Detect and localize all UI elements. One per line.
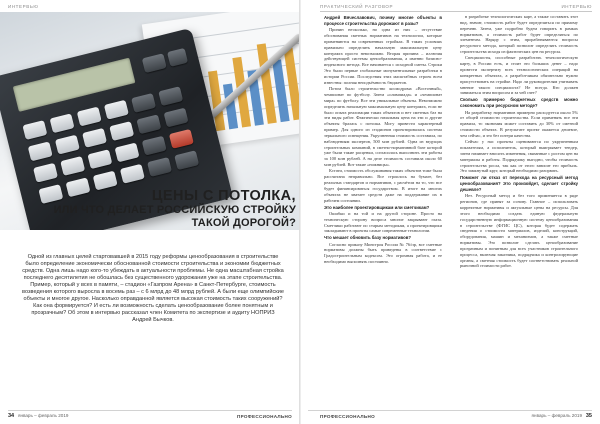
interview-question: Андрей Вячеславович, почему многие объекты в процессе строительства дорожают в разы? — [324, 15, 442, 26]
footer-rule-left — [8, 410, 292, 411]
body-paragraph: На разработку нормативов примерно расходуется около 5% от общей стоимости строительства. Если применять все эти правила, то экономия может составить до 30% от сметной стоимости объекта. В результате проект окажется дешевле, чем сейчас, и это без потери качества. — [460, 109, 578, 138]
body-paragraph: в разработке технологических карт, а также составить этот вид, значит, стоимость работ будет определяться по прямому перечню. Затем, уже подробно будем говорить в рамках нормативов, а стоимость работ будет определяться по элементам. Наряду с этим, прорабатываются вопросы ресурсного метода, который позволит определять стоимость строительства исходя из фактических цен на ресурсы. — [460, 14, 578, 55]
body-paragraph: Причин несколько, но одна из них – отсутствие обоснования сметных нормативов на технологии, которые применяются на современных стройках. В таких условиях правильно определить начальную максимальную цену контракта просто невозможно. Вторая причина – иллюзия действующей системы ценообразования, а именно базисно-индексного метода. Все начинается с исходной сметы. Строки Это были первые глобальные монументальные разработки в истории России. Последствия этих масштабных строек всем известны: полная неподъёмность бюджетов. — [324, 27, 442, 85]
page-number-right: 35 — [585, 413, 592, 419]
footer-right — [532, 413, 592, 419]
headline-line-3: ТАКОЙ ДОРОГОЙ? — [191, 217, 296, 229]
interview-question: Это наиболее проектировщикам или сметчикам? — [324, 204, 430, 210]
running-head-left: ИНТЕРВЬЮ — [8, 4, 39, 9]
headline-line-1: ЦЕНЫ С ПОТОЛКА, — [151, 188, 296, 204]
right-page — [300, 0, 600, 424]
interview-question: Что мешает обновить базу нормативов? — [324, 235, 412, 241]
body-paragraph: Согласно приказу Минстроя России № 76/пр, все сметные нормативы должны быть приведены в соответствие с Градостроительным кодексом. Это огромная работа, и ее необходимо выполнять постоянно. — [324, 241, 442, 265]
page-number-left: 34 — [8, 413, 15, 419]
top-rule-right — [320, 11, 592, 12]
body-paragraph: Потом было строительство космодрома «Восточный», чемпионат по футболу. Затем «олимпиада» и «чемпионат мира» по футболу. Все эти уникальные объекты. Невозможно определить начальную максимальную цену контракта, если не было опыта реализации таких объектов и нет сметных баз на эти виды работ. Фактически начальная цена на эти и другие объекты бралась с потолка. Могу привести характерный пример. Для одного из стадионов проектировалась система зеркального освещения. Укрупненная стоимость составила, по наблюдениям экспертов, 500 млн рублей. Одна из ведущих строительных компаний, в сметно-нормативной базе которой уже были такие расценки, согласилась выполнить эти работы за 100 млн рублей. А на деле стоимость составила около 60 млн рублей. Вот такие «ножницы». — [324, 86, 442, 168]
magazine-name-left: ПРОФЕССИОНАЛЬНО — [237, 414, 292, 419]
article-headline — [0, 188, 296, 230]
issue-left: январь – февраль 2019 — [17, 413, 69, 418]
article-column-middle — [324, 14, 442, 406]
body-paragraph: Специалисты, способные разработать технологическую карту, в России есть, и стоит это больших денег – надо провести экспертизу всех технологических операций на конкретных объектах, а разработчикам обязательно нужно присутствовать на стройке. Надо ли руководителям учитывать мнение такого специалиста? Не всегда. Кто должен заниматься этим вопросом и за чей счет? — [460, 55, 578, 96]
issue-right: январь – февраль 2019 — [531, 413, 583, 418]
running-head-right-left: ПРАКТИЧЕСКИЙ РАЗГОВОР — [320, 4, 394, 9]
footer-left-mag — [237, 414, 292, 419]
article-column-right — [460, 14, 578, 406]
body-paragraph: Ошибки и на той и на другой стороне. Просто на техническую сторону вопроса многие закрывают глаза. Сметчики работают по старым методикам, а проектировщики закладывают в проекты самые современные технологии. — [324, 210, 442, 234]
body-paragraph: Кстати, стоимость обслуживания таких объектов тоже была рассчитана неправильно. Все строилось на бумаге, без реальных стандартов и нормативов, с расчётом на то, что все будет финансироваться государством. В итоге на многих объектах не хватает средств даже на поддержание их в рабочем состоянии. — [324, 168, 442, 203]
magazine-name-right: ПРОФЕССИОНАЛЬНО — [320, 414, 375, 419]
headline-line-2: ИЛИ ЧТО ДЕЛАЕТ РОССИЙСКУЮ СТРОЙКУ — [53, 204, 296, 216]
body-paragraph: Нет. Ресурсный метод и без того применяется в ряде регионов, где принят за основу. Главное – использовать корректные нормативы и актуальные цены на ресурсы. Для этого необходимо создать единую федеральную государственную информационную систему ценообразования в строительстве (ФГИС ЦС), которая будет содержать сведения о стоимости материалов, изделий, конструкций, оборудования, машин и механизмов, а также сметные нормативы. Это позволит сделать ценообразование прозрачным и понятным для всех участников строительного процесса, включая заказчика, подрядчика и контролирующие органы, а сметная стоимость будет соответствовать реальной рыночной стоимости работ. — [460, 193, 578, 269]
interview-question: Сколько примерно бюджетных средств можно сэкономить при ресурсном методе? — [460, 97, 578, 109]
footer-rule-right — [308, 410, 592, 411]
body-paragraph: Сейчас у нас проекты оцениваются по укрупненным показателям, а исполнитель, который выигрывает тендер, затем начинает вносить изменения, связанные с ростом цен на материалы и работы. Подрядчику выгодно, чтобы стоимость строительства росла, так как от этого зависит его прибыль. Это замкнутый круг, который необходимо разорвать. — [460, 139, 578, 174]
footer-right-mag — [320, 414, 375, 419]
interview-question: Поможет ли отказ от перехода на ресурсный метод ценообразования? Это произойдет, сделает стройку дешевле? — [460, 175, 578, 192]
running-head-right: ИНТЕРВЬЮ — [561, 4, 592, 9]
article-lead: Одной из главных целей стартовавшей в 2015 году реформы ценообразования в строительстве было определение экономически обоснованной стоимости строительства и экономии бюджетных средств. Одна лишь надо кого-то убеждать в актуальности проблемы. Не одна масштабная стройка последнего десятилетия не обошлась без существенного удорожания уже на этапе строительства. Пример, который у всех в памяти, – стадион «Газпром Арена» в Санкт-Петербурге, стоимость возведения которого выросла в восемь раз – с 6 млрд до 48 млрд рублей. А были еще олимпийские объекты и многое другое. Насколько оправданной является высокая стоимость таких сооружений? Как она формируется? И есть ли возможность сделать ценообразование более понятным и прозрачным? Об этом в интервью рассказал член Комитета по экспертизе и аудиту НОПРИЗ Андрей Бычков. — [22, 254, 284, 324]
footer-left — [8, 413, 68, 419]
